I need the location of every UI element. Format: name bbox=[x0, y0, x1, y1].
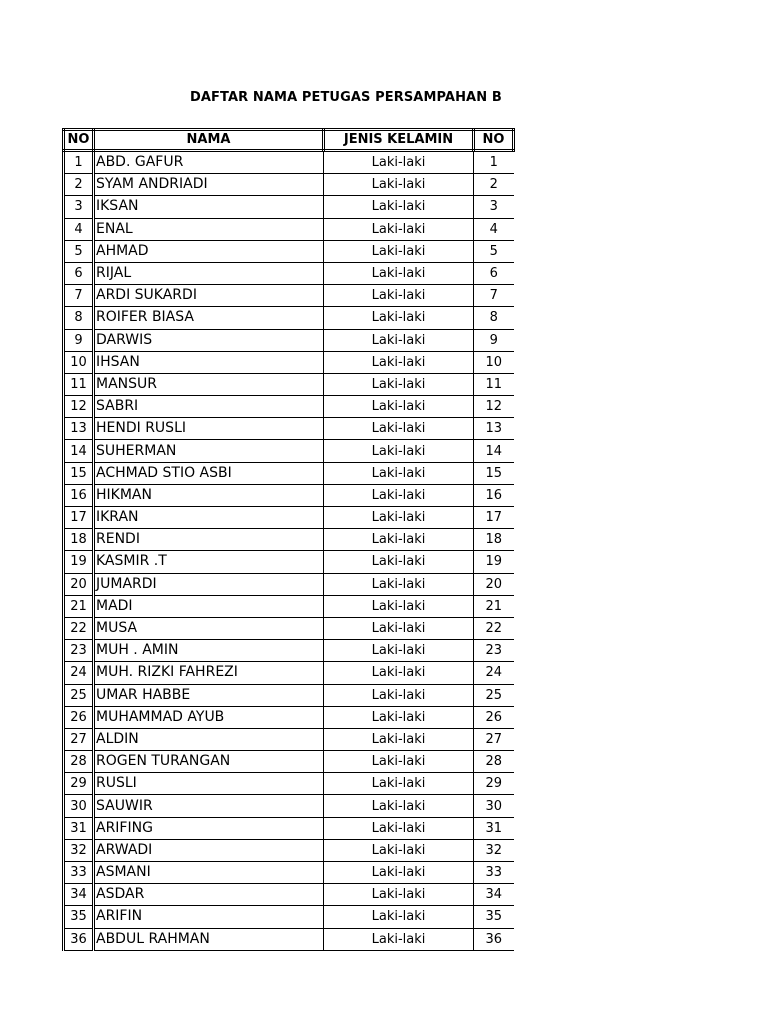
name-cell: RUSLI bbox=[94, 773, 324, 795]
row-number-cell: 13 bbox=[64, 418, 94, 440]
row-number-right-cell: 11 bbox=[474, 373, 514, 395]
row-number-right-cell: 4 bbox=[474, 218, 514, 240]
table-row bbox=[64, 262, 514, 284]
name-cell: KASMIR .T bbox=[94, 551, 324, 573]
name-cell: ARWADI bbox=[94, 839, 324, 861]
gender-cell: Laki-laki bbox=[324, 839, 474, 861]
table-row bbox=[64, 507, 514, 529]
name-cell: ROGEN TURANGAN bbox=[94, 751, 324, 773]
row-number-right-cell: 32 bbox=[474, 839, 514, 861]
table-row bbox=[64, 573, 514, 595]
name-cell: IKSAN bbox=[94, 196, 324, 218]
header-no: NO bbox=[64, 130, 94, 151]
table-row bbox=[64, 329, 514, 351]
name-cell: SYAM ANDRIADI bbox=[94, 174, 324, 196]
name-cell: ARIFIN bbox=[94, 906, 324, 928]
name-cell: MUSA bbox=[94, 617, 324, 639]
table-row bbox=[64, 817, 514, 839]
table-row bbox=[64, 418, 514, 440]
gender-cell: Laki-laki bbox=[324, 285, 474, 307]
table-row bbox=[64, 928, 514, 950]
row-number-cell: 2 bbox=[64, 174, 94, 196]
name-cell: RENDI bbox=[94, 529, 324, 551]
row-number-right-cell: 15 bbox=[474, 462, 514, 484]
table-row bbox=[64, 396, 514, 418]
row-number-right-cell: 19 bbox=[474, 551, 514, 573]
row-number-cell: 3 bbox=[64, 196, 94, 218]
name-cell: ROIFER BIASA bbox=[94, 307, 324, 329]
gender-cell: Laki-laki bbox=[324, 862, 474, 884]
name-cell: ARIFING bbox=[94, 817, 324, 839]
table-row bbox=[64, 795, 514, 817]
row-number-right-cell: 35 bbox=[474, 906, 514, 928]
row-number-cell: 16 bbox=[64, 484, 94, 506]
table-row bbox=[64, 440, 514, 462]
header-jenis-kelamin: JENIS KELAMIN bbox=[324, 130, 474, 151]
row-number-cell: 5 bbox=[64, 240, 94, 262]
gender-cell: Laki-laki bbox=[324, 906, 474, 928]
row-number-right-cell: 31 bbox=[474, 817, 514, 839]
row-number-cell: 36 bbox=[64, 928, 94, 950]
gender-cell: Laki-laki bbox=[324, 262, 474, 284]
row-number-cell: 15 bbox=[64, 462, 94, 484]
table-row bbox=[64, 285, 514, 307]
name-cell: UMAR HABBE bbox=[94, 684, 324, 706]
row-number-cell: 17 bbox=[64, 507, 94, 529]
table-row bbox=[64, 862, 514, 884]
gender-cell: Laki-laki bbox=[324, 751, 474, 773]
table-row bbox=[64, 906, 514, 928]
name-cell: MUHAMMAD AYUB bbox=[94, 706, 324, 728]
table-row bbox=[64, 174, 514, 196]
row-number-cell: 8 bbox=[64, 307, 94, 329]
row-number-right-cell: 5 bbox=[474, 240, 514, 262]
row-number-right-cell: 21 bbox=[474, 595, 514, 617]
gender-cell: Laki-laki bbox=[324, 440, 474, 462]
row-number-cell: 6 bbox=[64, 262, 94, 284]
row-number-right-cell: 29 bbox=[474, 773, 514, 795]
row-number-right-cell: 18 bbox=[474, 529, 514, 551]
table-row bbox=[64, 462, 514, 484]
name-cell: SAUWIR bbox=[94, 795, 324, 817]
name-cell: SUHERMAN bbox=[94, 440, 324, 462]
row-number-cell: 1 bbox=[64, 151, 94, 174]
name-cell: ASMANI bbox=[94, 862, 324, 884]
gender-cell: Laki-laki bbox=[324, 728, 474, 750]
row-number-cell: 29 bbox=[64, 773, 94, 795]
row-number-cell: 10 bbox=[64, 351, 94, 373]
row-number-cell: 12 bbox=[64, 396, 94, 418]
gender-cell: Laki-laki bbox=[324, 351, 474, 373]
row-number-right-cell: 30 bbox=[474, 795, 514, 817]
row-number-right-cell: 36 bbox=[474, 928, 514, 950]
row-number-right-cell: 12 bbox=[474, 396, 514, 418]
row-number-cell: 22 bbox=[64, 617, 94, 639]
row-number-right-cell: 6 bbox=[474, 262, 514, 284]
row-number-cell: 34 bbox=[64, 884, 94, 906]
row-number-right-cell: 34 bbox=[474, 884, 514, 906]
row-number-cell: 18 bbox=[64, 529, 94, 551]
gender-cell: Laki-laki bbox=[324, 462, 474, 484]
row-number-cell: 11 bbox=[64, 373, 94, 395]
row-number-cell: 9 bbox=[64, 329, 94, 351]
row-number-right-cell: 28 bbox=[474, 751, 514, 773]
name-cell: MANSUR bbox=[94, 373, 324, 395]
row-number-right-cell: 2 bbox=[474, 174, 514, 196]
gender-cell: Laki-laki bbox=[324, 817, 474, 839]
name-cell: ALDIN bbox=[94, 728, 324, 750]
row-number-right-cell: 8 bbox=[474, 307, 514, 329]
gender-cell: Laki-laki bbox=[324, 617, 474, 639]
gender-cell: Laki-laki bbox=[324, 329, 474, 351]
gender-cell: Laki-laki bbox=[324, 573, 474, 595]
row-number-right-cell: 14 bbox=[474, 440, 514, 462]
table-row bbox=[64, 529, 514, 551]
row-number-cell: 31 bbox=[64, 817, 94, 839]
name-cell: AHMAD bbox=[94, 240, 324, 262]
gender-cell: Laki-laki bbox=[324, 662, 474, 684]
row-number-right-cell: 22 bbox=[474, 617, 514, 639]
row-number-cell: 20 bbox=[64, 573, 94, 595]
name-cell: MADI bbox=[94, 595, 324, 617]
row-number-right-cell: 23 bbox=[474, 640, 514, 662]
row-number-right-cell: 33 bbox=[474, 862, 514, 884]
table-row bbox=[64, 617, 514, 639]
gender-cell: Laki-laki bbox=[324, 418, 474, 440]
name-cell: ABD. GAFUR bbox=[94, 151, 324, 174]
name-cell: ABDUL RAHMAN bbox=[94, 928, 324, 950]
name-cell: JUMARDI bbox=[94, 573, 324, 595]
table-header-row bbox=[64, 130, 514, 151]
row-number-cell: 27 bbox=[64, 728, 94, 750]
table-row bbox=[64, 706, 514, 728]
gender-cell: Laki-laki bbox=[324, 151, 474, 174]
table-row bbox=[64, 551, 514, 573]
name-cell: HIKMAN bbox=[94, 484, 324, 506]
name-cell: IKRAN bbox=[94, 507, 324, 529]
row-number-right-cell: 20 bbox=[474, 573, 514, 595]
row-number-right-cell: 17 bbox=[474, 507, 514, 529]
row-number-right-cell: 24 bbox=[474, 662, 514, 684]
gender-cell: Laki-laki bbox=[324, 218, 474, 240]
row-number-right-cell: 26 bbox=[474, 706, 514, 728]
table-row bbox=[64, 373, 514, 395]
staff-table bbox=[62, 128, 515, 951]
row-number-cell: 25 bbox=[64, 684, 94, 706]
row-number-cell: 35 bbox=[64, 906, 94, 928]
row-number-cell: 19 bbox=[64, 551, 94, 573]
name-cell: HENDI RUSLI bbox=[94, 418, 324, 440]
table-row bbox=[64, 151, 514, 174]
name-cell: ACHMAD STIO ASBI bbox=[94, 462, 324, 484]
table-row bbox=[64, 196, 514, 218]
header-no-right: NO bbox=[474, 130, 514, 151]
name-cell: RIJAL bbox=[94, 262, 324, 284]
row-number-cell: 4 bbox=[64, 218, 94, 240]
page-title: DAFTAR NAMA PETUGAS PERSAMPAHAN B bbox=[190, 90, 502, 105]
table-row bbox=[64, 484, 514, 506]
gender-cell: Laki-laki bbox=[324, 773, 474, 795]
row-number-right-cell: 1 bbox=[474, 151, 514, 174]
row-number-cell: 7 bbox=[64, 285, 94, 307]
table-row bbox=[64, 751, 514, 773]
row-number-right-cell: 27 bbox=[474, 728, 514, 750]
gender-cell: Laki-laki bbox=[324, 928, 474, 950]
row-number-cell: 26 bbox=[64, 706, 94, 728]
row-number-right-cell: 13 bbox=[474, 418, 514, 440]
gender-cell: Laki-laki bbox=[324, 396, 474, 418]
row-number-cell: 14 bbox=[64, 440, 94, 462]
table-row bbox=[64, 839, 514, 861]
name-cell: MUH . AMIN bbox=[94, 640, 324, 662]
row-number-cell: 30 bbox=[64, 795, 94, 817]
name-cell: ASDAR bbox=[94, 884, 324, 906]
table-row bbox=[64, 351, 514, 373]
table-body bbox=[64, 151, 514, 951]
header-nama: NAMA bbox=[94, 130, 324, 151]
name-cell: IHSAN bbox=[94, 351, 324, 373]
gender-cell: Laki-laki bbox=[324, 196, 474, 218]
table-row bbox=[64, 640, 514, 662]
gender-cell: Laki-laki bbox=[324, 484, 474, 506]
table-row bbox=[64, 595, 514, 617]
table-row bbox=[64, 307, 514, 329]
table-row bbox=[64, 773, 514, 795]
row-number-cell: 23 bbox=[64, 640, 94, 662]
row-number-right-cell: 25 bbox=[474, 684, 514, 706]
name-cell: ARDI SUKARDI bbox=[94, 285, 324, 307]
gender-cell: Laki-laki bbox=[324, 684, 474, 706]
row-number-cell: 24 bbox=[64, 662, 94, 684]
table-row bbox=[64, 218, 514, 240]
name-cell: MUH. RIZKI FAHREZI bbox=[94, 662, 324, 684]
name-cell: SABRI bbox=[94, 396, 324, 418]
gender-cell: Laki-laki bbox=[324, 884, 474, 906]
name-cell: ENAL bbox=[94, 218, 324, 240]
table-row bbox=[64, 662, 514, 684]
row-number-right-cell: 7 bbox=[474, 285, 514, 307]
gender-cell: Laki-laki bbox=[324, 240, 474, 262]
table-row bbox=[64, 884, 514, 906]
row-number-right-cell: 16 bbox=[474, 484, 514, 506]
gender-cell: Laki-laki bbox=[324, 529, 474, 551]
name-cell: DARWIS bbox=[94, 329, 324, 351]
gender-cell: Laki-laki bbox=[324, 640, 474, 662]
gender-cell: Laki-laki bbox=[324, 174, 474, 196]
gender-cell: Laki-laki bbox=[324, 595, 474, 617]
gender-cell: Laki-laki bbox=[324, 373, 474, 395]
gender-cell: Laki-laki bbox=[324, 706, 474, 728]
table-row bbox=[64, 684, 514, 706]
table-row bbox=[64, 240, 514, 262]
row-number-cell: 21 bbox=[64, 595, 94, 617]
row-number-cell: 28 bbox=[64, 751, 94, 773]
row-number-right-cell: 9 bbox=[474, 329, 514, 351]
gender-cell: Laki-laki bbox=[324, 551, 474, 573]
row-number-right-cell: 10 bbox=[474, 351, 514, 373]
table-row bbox=[64, 728, 514, 750]
gender-cell: Laki-laki bbox=[324, 795, 474, 817]
row-number-right-cell: 3 bbox=[474, 196, 514, 218]
row-number-cell: 33 bbox=[64, 862, 94, 884]
row-number-cell: 32 bbox=[64, 839, 94, 861]
gender-cell: Laki-laki bbox=[324, 507, 474, 529]
gender-cell: Laki-laki bbox=[324, 307, 474, 329]
